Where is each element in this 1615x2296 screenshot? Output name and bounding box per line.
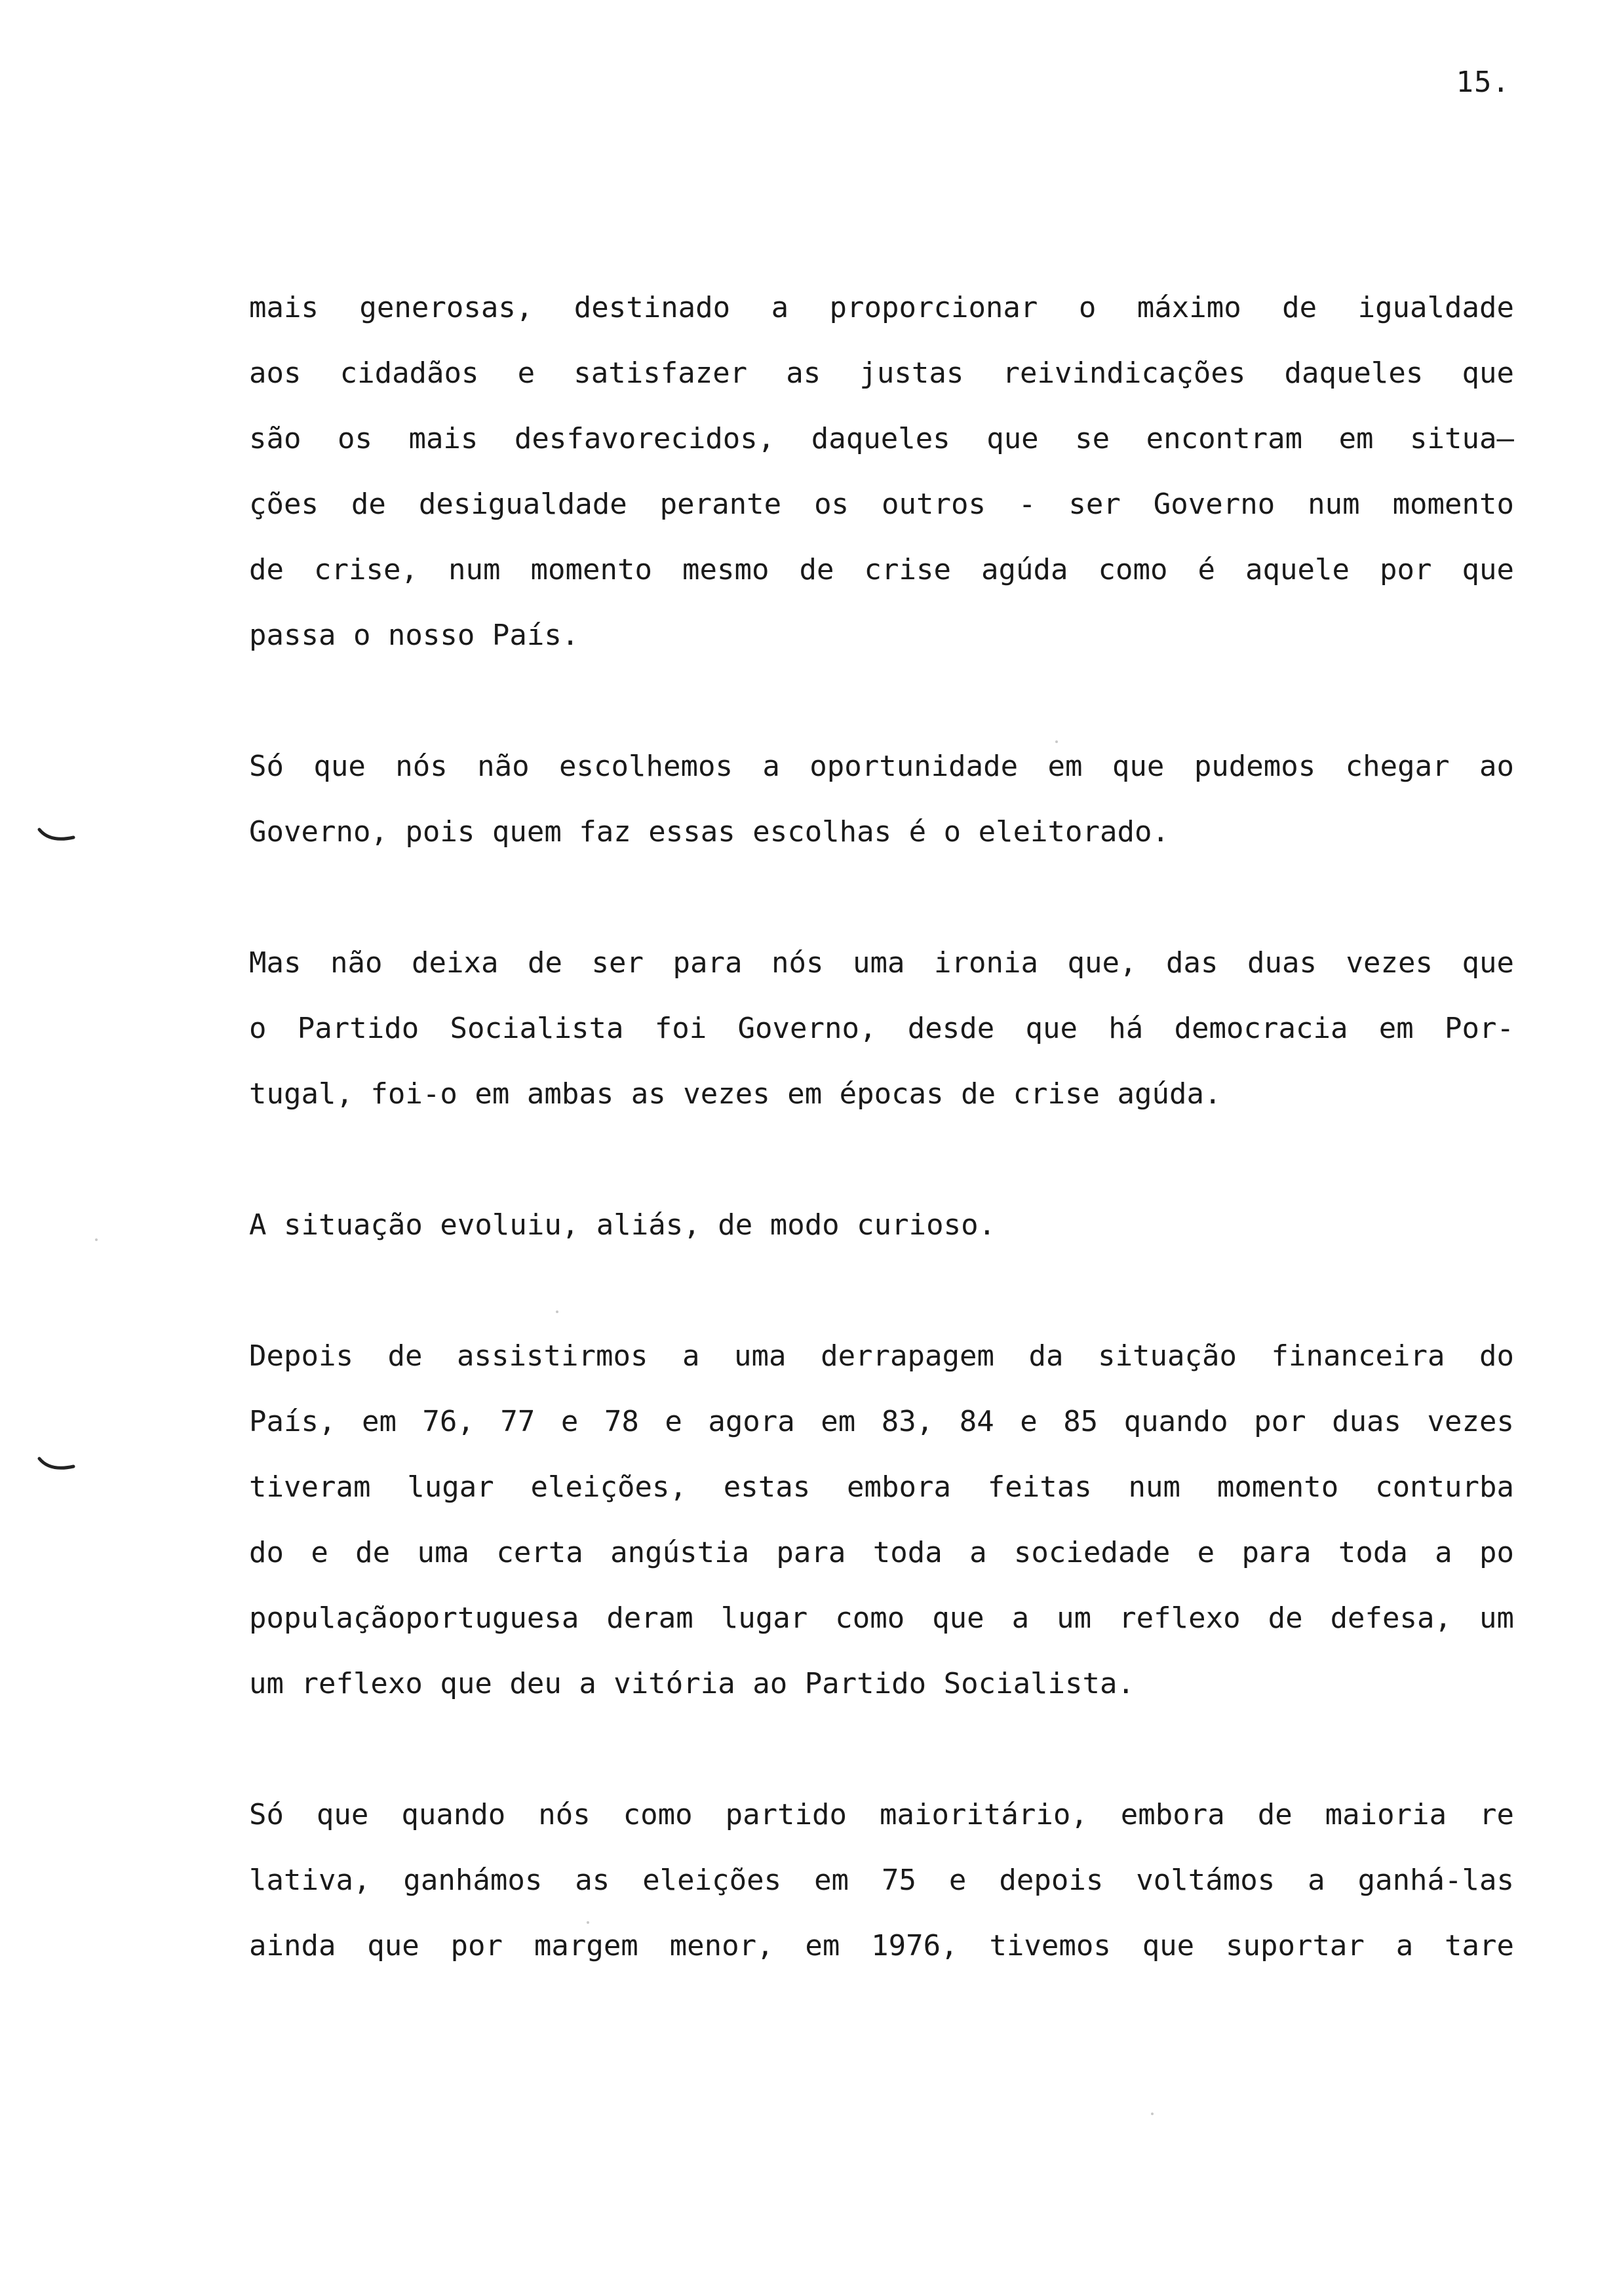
paragraph [249, 734, 1514, 865]
text-line: Governo, pois quem faz essas escolhas é o eleitorado. [249, 815, 1169, 849]
text-line: passa o nosso País. [249, 619, 579, 652]
paragraph [249, 930, 1514, 1127]
text-line: tiveram lugar eleições, estas embora feitas num momento conturba [249, 1470, 1514, 1504]
text-line: mais generosas, destinado a proporcionar o máximo de igualdade [249, 291, 1514, 324]
text-line: o Partido Socialista foi Governo, desde que há democracia em Por- [249, 1012, 1514, 1045]
text-line: ções de desigualdade perante os outros - ser Governo num momento [249, 488, 1514, 521]
paragraph [249, 1193, 1514, 1258]
margin-tick-icon [37, 826, 76, 845]
text-line: são os mais desfavorecidos, daqueles que se encontram em situa— [249, 422, 1514, 455]
paragraph [249, 275, 1514, 668]
text-line: A situação evoluiu, aliás, de modo curioso. [249, 1208, 996, 1242]
margin-tick-icon [37, 1455, 76, 1474]
page-number: 15. [1456, 66, 1510, 99]
text-line: tugal, foi-o em ambas as vezes em épocas de crise agúda. [249, 1077, 1222, 1111]
text-line: um reflexo que deu a vitória ao Partido Socialista. [249, 1667, 1135, 1700]
text-line: País, em 76, 77 e 78 e agora em 83, 84 e 85 quando por duas vezes [249, 1405, 1514, 1438]
scan-speck [95, 1238, 98, 1241]
text-line: Só que quando nós como partido maioritário, embora de maioria re [249, 1798, 1514, 1831]
text-line: do e de uma certa angústia para toda a sociedade e para toda a po [249, 1536, 1514, 1569]
text-line: lativa, ganhámos as eleições em 75 e depois voltámos a ganhá-las [249, 1864, 1514, 1897]
text-line: Só que nós não escolhemos a oportunidade em que pudemos chegar ao [249, 750, 1514, 783]
scan-speck [1151, 2113, 1154, 2115]
text-line: Depois de assistirmos a uma derrapagem da situação financeira do [249, 1339, 1514, 1373]
paragraph [249, 1324, 1514, 1717]
paragraph [249, 1782, 1514, 1979]
body-text [249, 275, 1514, 2044]
text-line: aos cidadãos e satisfazer as justas reivindicações daqueles que [249, 356, 1514, 390]
text-line: Mas não deixa de ser para nós uma ironia que, das duas vezes que [249, 946, 1514, 980]
text-line: populaçãoportuguesa deram lugar como que a um reflexo de defesa, um [249, 1601, 1514, 1635]
text-line: de crise, num momento mesmo de crise agúda como é aquele por que [249, 553, 1514, 586]
text-line: ainda que por margem menor, em 1976, tivemos que suportar a tare [249, 1929, 1514, 1962]
